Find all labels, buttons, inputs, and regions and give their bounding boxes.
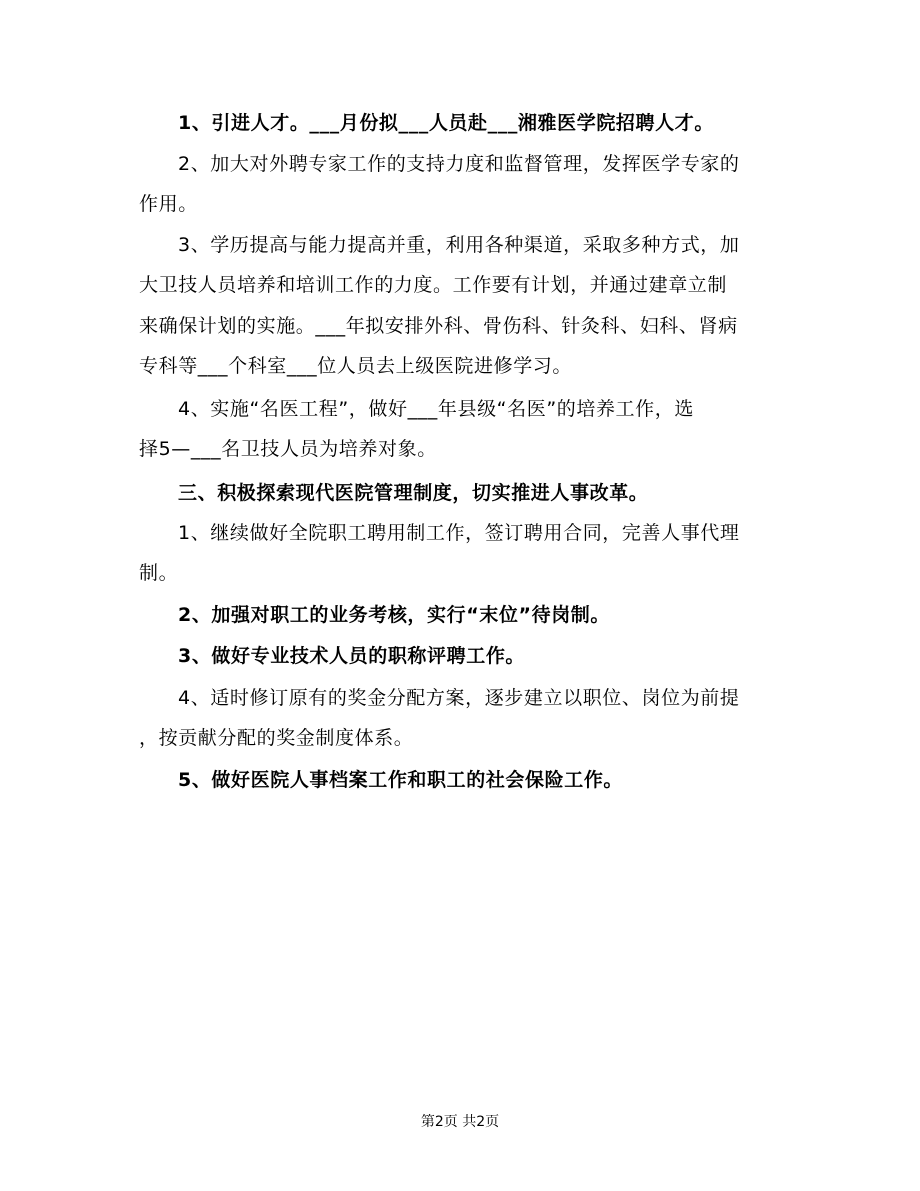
paragraph-line: 3、学历提高与能力提高并重，利用各种渠道，采取多种方式，加 xyxy=(178,234,740,256)
paragraph-line: 3、做好专业技术人员的职称评聘工作。 xyxy=(178,645,526,667)
paragraph-line: 2、加强对职工的业务考核，实行“末位”待岗制。 xyxy=(178,604,610,626)
paragraph-line: 4、实施“名医工程”，做好___年县级“名医”的培养工作，选 xyxy=(178,398,694,420)
section-heading: 三、积极探索现代医院管理制度，切实推进人事改革。 xyxy=(178,482,649,504)
page-number: 第2页 共2页 xyxy=(420,1114,500,1130)
paragraph-line: 大卫技人员培养和培训工作的力度。工作要有计划，并通过建章立制 xyxy=(139,274,728,296)
paragraph-line: ，按贡献分配的奖金制度体系。 xyxy=(139,727,414,749)
paragraph-line: 专科等___个科室___位人员去上级医院进修学习。 xyxy=(139,355,573,377)
paragraph-line: 1、继续做好全院职工聘用制工作，签订聘用合同，完善人事代理 xyxy=(178,522,740,544)
paragraph-line: 制。 xyxy=(139,562,179,584)
paragraph-line: 择5—___名卫技人员为培养对象。 xyxy=(139,438,437,460)
paragraph-line: 来确保计划的实施。___年拟安排外科、骨伤科、针灸科、妇科、肾病 xyxy=(139,315,738,337)
paragraph-line: 4、适时修订原有的奖金分配方案，逐步建立以职位、岗位为前提 xyxy=(178,687,740,709)
paragraph-line: 作用。 xyxy=(139,193,198,215)
paragraph-line: 5、做好医院人事档案工作和职工的社会保险工作。 xyxy=(178,769,624,791)
paragraph-line: 1、引进人才。___月份拟___人员赴___湘雅医学院招聘人才。 xyxy=(178,112,714,134)
paragraph-line: 2、加大对外聘专家工作的支持力度和监督管理，发挥医学专家的 xyxy=(178,153,740,175)
